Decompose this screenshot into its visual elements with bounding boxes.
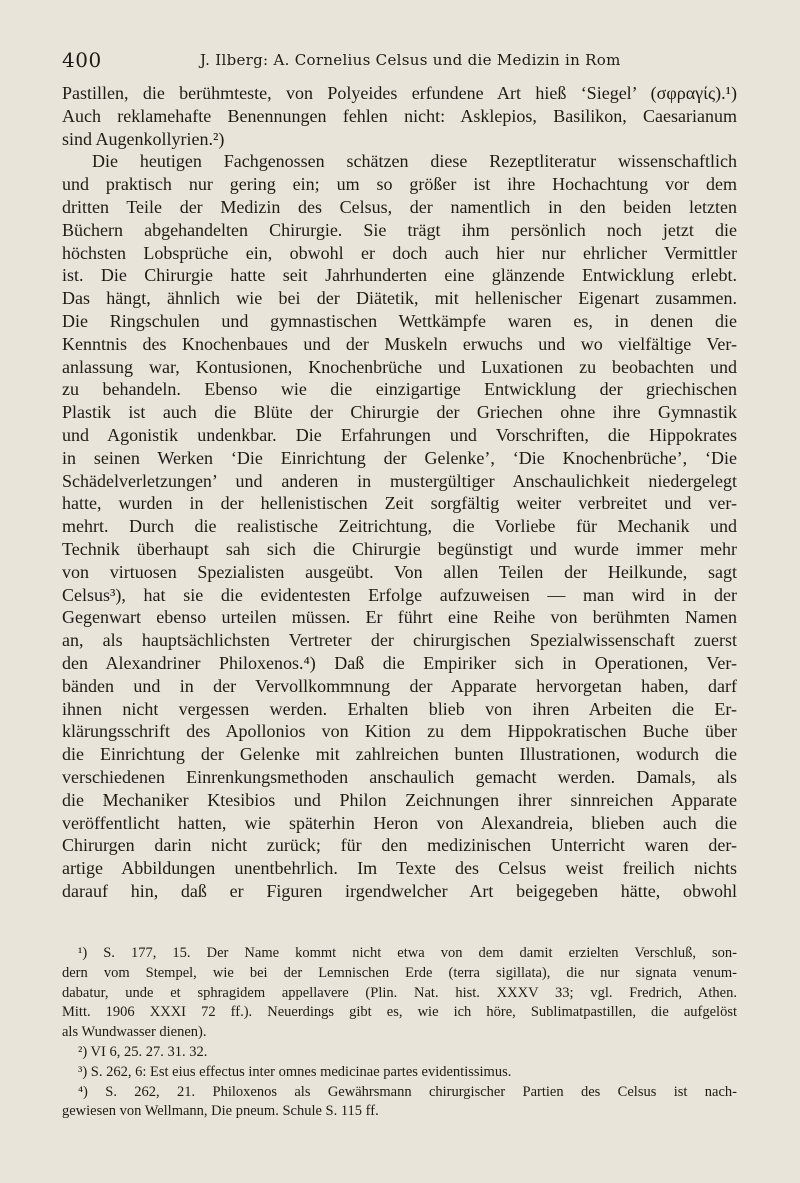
footnote-line: Mitt. 1906 XXXI 72 ff.). Neuerdings gibt es, wie ich höre, Sublimatpastillen, die aufgelöst [62,1004,737,1021]
text-line: Die Ringschulen und gymnastischen Wettkämpfe waren es, in denen die [62,310,737,331]
footnote-1 [62,944,737,1043]
footnote-line: ¹) S. 177, 15. Der Name kommt nicht etwa von dem damit erzielten Verschluß, son- [78,945,737,961]
text-line: Plastik ist auch die Blüte der Chirurgie der Griechen ohne ihre Gymnastik [62,402,737,423]
text-line: die Einrichtung der Gelenke mit zahlreichen bunten Illustrationen, wodurch die [62,744,737,765]
footnote-line: als Wundwasser dienen). [62,1024,207,1041]
text-line: bänden und in der Vervollkommnung der Apparate hervorgetan haben, darf [62,675,737,696]
text-line: sind Augenkollyrien.²) [62,128,225,149]
footnote-4 [62,1083,737,1123]
text-line: ihnen nicht vergessen werden. Erhalten blieb von ihren Arbeiten die Er- [62,698,737,719]
text-line: ist. Die Chirurgie hatte seit Jahrhunderten eine glänzende Entwicklung erlebt. [62,265,737,286]
text-line: artige Abbildungen unentbehrlich. Im Texte des Celsus weist freilich nichts [62,858,737,879]
text-line: in seinen Werken ‘Die Einrichtung der Gelenke’, ‘Die Knochenbrüche’, ‘Die [62,447,737,468]
text-line: und Agonistik undenkbar. Die Erfahrungen und Vorschriften, die Hippokrates [62,424,737,445]
footnote-line: ²) VI 6, 25. 27. 31. 32. [78,1043,208,1060]
text-line: Auch reklamehafte Benennungen fehlen nicht: Asklepios, Basilikon, Caesarianum [62,105,737,126]
footnote-line: ³) S. 262, 6: Est eius effectus inter omnes medicinae partes evidentissimus. [78,1063,512,1080]
text-line: Technik überhaupt sah sich die Chirurgie begünstigt und wurde immer mehr [62,538,737,559]
text-line: Büchern abgehandelten Chirurgie. Sie trägt ihm persönlich noch jetzt die [62,219,737,240]
text-line: Das hängt, ähnlich wie bei der Diätetik, mit hellenischer Eigenart zusammen. [62,288,737,309]
text-line: und praktisch nur gering ein; um so größer ist ihre Hochachtung vor dem [62,174,737,195]
text-line: die Mechaniker Ktesibios und Philon Zeichnungen ihrer sinnreichen Apparate [62,789,737,810]
text-line: anlassung war, Kontusionen, Knochenbrüche und Luxationen zu beobachten und [62,356,737,377]
text-line: darauf hin, daß er Figuren irgendwelcher Art beigegeben hätte, obwohl [62,880,737,901]
text-line: Die heutigen Fachgenossen schätzen diese Rezeptliteratur wissenschaftlich [92,151,737,172]
header-title: J. Ilberg: A. Cornelius Celsus und die Medizin in Rom [200,51,621,69]
footnote-line: ⁴) S. 262, 21. Philoxenos als Gewährsmann chirurgischer Partien des Celsus ist nach- [78,1083,737,1100]
text-line: zu behandeln. Ebenso wie die einzigartige Entwicklung der griechischen [62,379,737,400]
text-line: an, als hauptsächlichsten Vertreter der chirurgischen Spezialwissenschaft zuerst [62,630,737,651]
text-line: Schädelverletzungen’ und anderen in mustergültiger Anschaulichkeit niedergelegt [62,470,737,491]
text-line: den Alexandriner Philoxenos.⁴) Daß die Empiriker sich in Operationen, Ver- [62,652,737,673]
footnote-2 [62,1043,737,1063]
text-line: Pastillen, die berühmteste, von Polyeides erfundene Art hieß ‘Siegel’ (σφραγίς).¹) [62,83,737,103]
text-line: von virtuosen Spezialisten ausgeübt. Von allen Teilen der Heilkunde, sagt [62,561,737,582]
text-line: mehrt. Durch die realistische Zeitrichtung, die Vorliebe für Mechanik und [62,516,737,537]
text-line: klärungsschrift des Apollonios von Kition zu dem Hippokratischen Buche über [62,721,737,742]
footnote-3 [62,1063,737,1083]
page-number: 400 [62,48,102,72]
text-line: verschiedenen Einrenkungsmethoden anschaulich gemacht werden. Damals, als [62,766,737,787]
footnote-line: dern vom Stempel, wie bei der Lemnischen Erde (terra sigillata), die nur signata venum- [62,964,737,981]
text-line: höchsten Lobsprüche ein, obwohl er doch auch hier nur ehrlicher Vermittler [62,242,737,263]
text-line: Celsus³), hat sie die evidentesten Erfolge aufzuweisen — man wird in der [62,584,737,605]
footnote-line: dabatur, unde et sphragidem appellavere (Plin. Nat. hist. XXXV 33; vgl. Fredrich, Athen. [62,984,737,1001]
text-line: Kenntnis des Knochenbaues und der Muskeln erwuchs und wo vielfältige Ver- [62,333,737,354]
text-line: veröffentlicht hatten, wie späterhin Heron von Alexandreia, blieben auch die [62,812,737,833]
body-text [62,82,737,903]
text-line: hatte, wurden in der hellenistischen Zeit sorgfältig weiter verbreitet und ver- [62,493,737,514]
text-line: Chirurgen darin nicht zurück; für den medizinischen Unterricht waren der- [62,835,737,856]
running-head [62,48,737,72]
footnote-line: gewiesen von Wellmann, Die pneum. Schule S. 115 ff. [62,1103,379,1120]
footnotes [62,944,737,1122]
text-line: dritten Teile der Medizin des Celsus, der namentlich in den beiden letzten [62,196,737,217]
text-line: Gegenwart ebenso urteilen müssen. Er führt eine Reihe von berühmten Namen [62,607,737,628]
